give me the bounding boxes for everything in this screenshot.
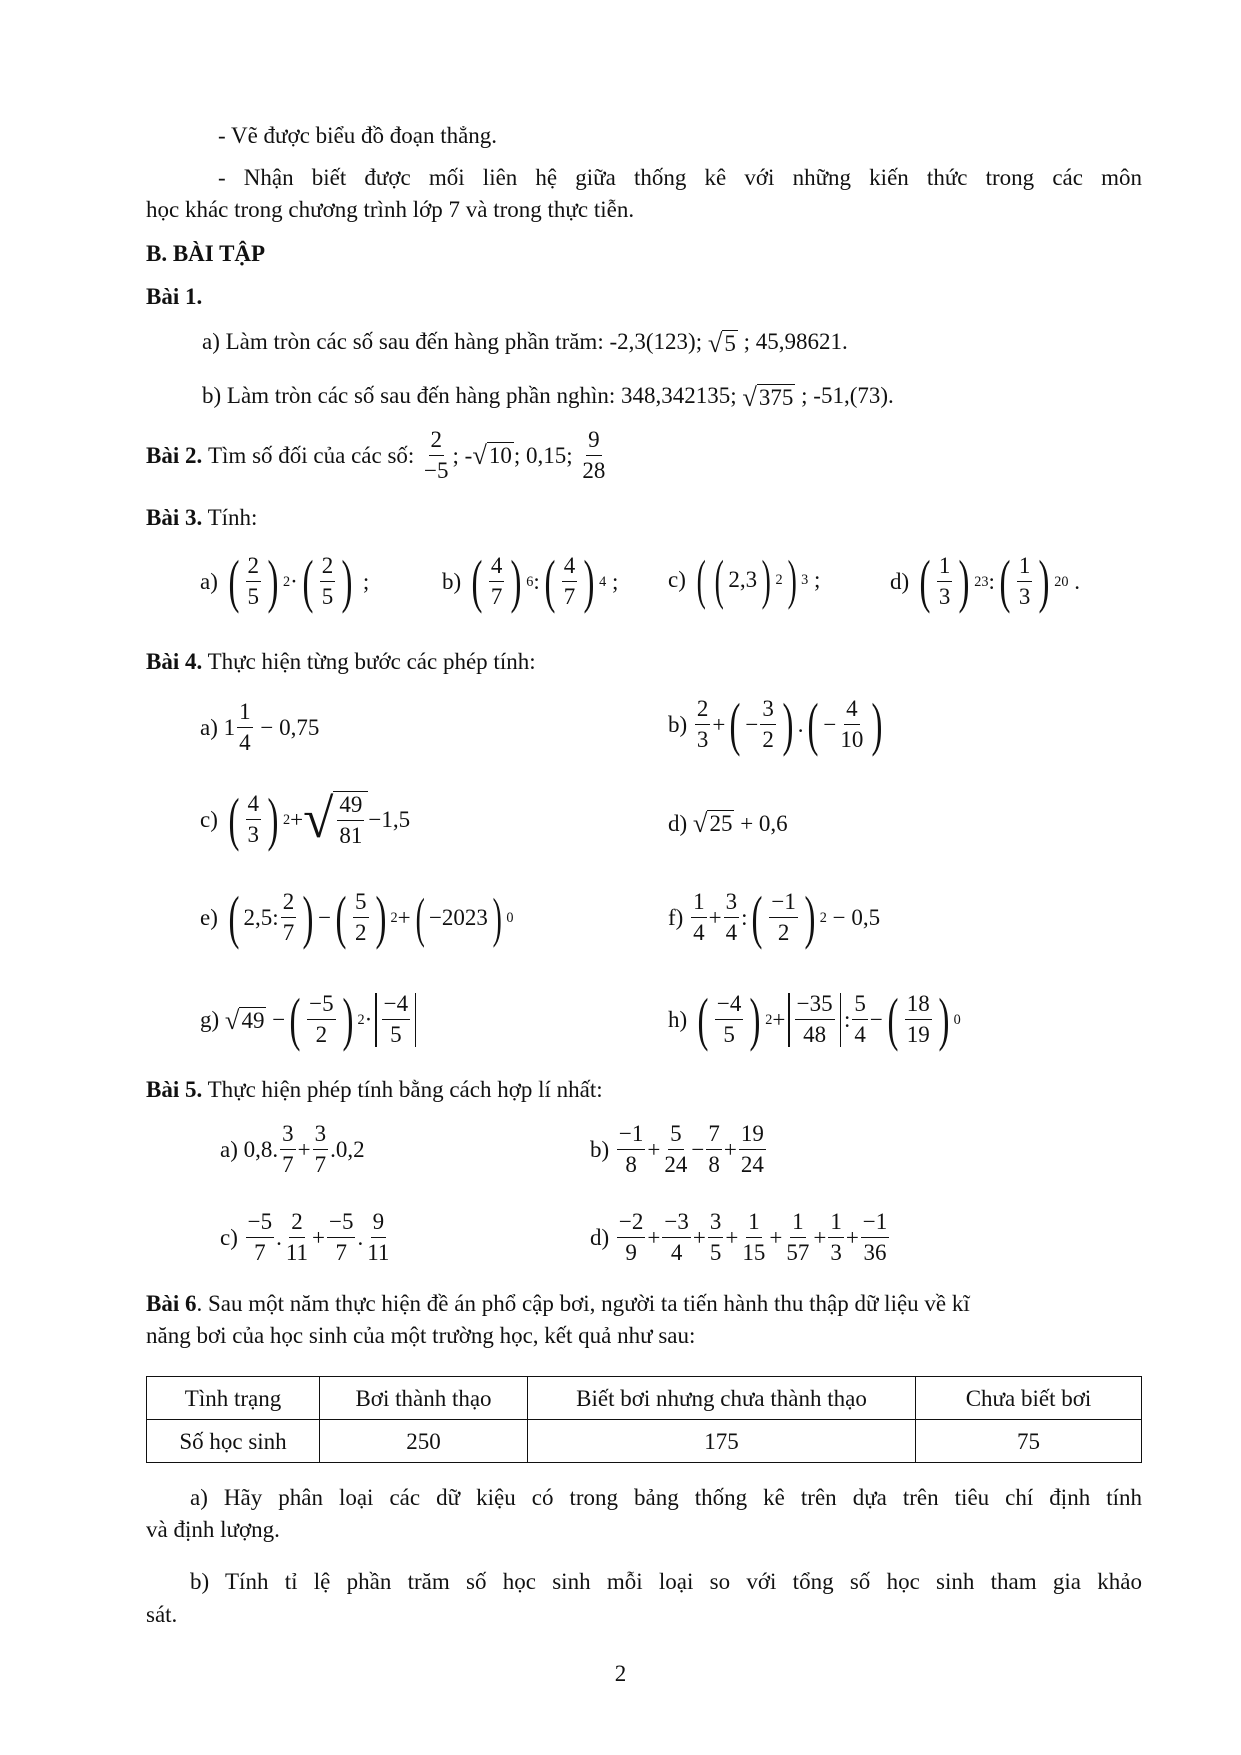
bai1-b: b) Làm tròn các số sau đến hàng phần nghìn: 348,342135; √ 375 ; -51,(73).: [202, 382, 894, 413]
bai3-b: b) ( $\frac{4}{7}$ ) 6 : ( $\frac{4}{7}$ ) 4 ;: [442, 548, 619, 614]
section-heading: B. BÀI TẬP: [146, 241, 266, 266]
bai3-d: d) ( $\frac{1}{3}$ ) 23 : ( $\frac{1}{3}$ ) 20 .: [890, 548, 1080, 614]
bai6-b-line-1: b) Tính tỉ lệ phần trăm số học sinh mỗi loại so với tổng số học sinh tham gia khảo: [190, 1569, 1142, 1594]
page-number: 2: [614, 1661, 627, 1686]
intro-line-2a: - Nhận biết được mối liên hệ giữa thống kê với những kiến thức trong các môn: [218, 165, 1142, 190]
bai4-d: d) √ 25 + 0,6: [668, 808, 788, 838]
bai6-a-line-2: và định lượng.: [146, 1517, 280, 1542]
bai4-f: f) $\frac{1}{4}$ + $\frac{3}{4}$ : ( $\frac{-1}{2}$ ) 2 − 0,5: [668, 884, 881, 950]
bai5-c: c) $\frac{-5}{7}$ . $\frac{2}{11}$ + $\frac{-5}{7}$ . $\frac{9}{11}$: [220, 1209, 390, 1266]
bai4-c: c) ( $\frac{4}{3}$ ) 2 + √ $\frac{49}{81}$ −1,5: [200, 786, 411, 852]
table-header-row: [147, 1377, 1142, 1420]
bai5-d: d) $\frac{-2}{9}$ + $\frac{-3}{4}$ + $\frac{3}{5}$ + $\frac{1}{15}$ + $\frac{1}{57}$ + $\frac{1}{3}$ + $\frac{-1}{36}$: [590, 1209, 888, 1266]
intro-line-2b: học khác trong chương trình lớp 7 và trong thực tiễn.: [146, 197, 635, 222]
swimming-stats-table: [146, 1376, 1142, 1463]
bai4-title: Bài 4. Thực hiện từng bước các phép tính:: [146, 649, 536, 674]
bai4-b: b) $\frac{2}{3}$ + ( − $\frac{3}{2}$ ) . ( − $\frac{4}{10}$ ): [668, 691, 883, 757]
bai6-b-line-2: sát.: [146, 1602, 178, 1627]
bai6-line-1: Bài 6. Sau một năm thực hiện đề án phổ cập bơi, người ta tiến hành thu thập dữ liệu về kĩ: [146, 1291, 970, 1316]
bai4-e: e) ( 2,5: $\frac{2}{7}$ ) − ( $\frac{5}{2}$ ) 2 + ( −2023 ) 0: [200, 884, 514, 950]
bai4-h: h) ( $\frac{-4}{5}$ ) 2 + $\frac{-35}{48}$ : $\frac{5}{4}$ − ( $\frac{18}{19}$ ) 0: [668, 986, 961, 1052]
bai3-c: c) ( ( 2,3 ) 2 ) 3 ;: [668, 549, 821, 610]
table-cell: 250: [320, 1420, 528, 1463]
bai1-title: Bài 1.: [146, 284, 203, 309]
intro-line-1: - Vẽ được biểu đồ đoạn thẳng.: [218, 123, 498, 148]
bai1-a: a) Làm tròn các số sau đến hàng phần trăm: -2,3(123); √ 5 ; 45,98621.: [202, 328, 848, 359]
bai4-a: a) 1 $\frac{1}{4}$ − 0,75: [200, 699, 320, 756]
bai3-title: Bài 3. Tính:: [146, 505, 258, 530]
bai3-a: a) ( $\frac{2}{5}$ ) 2 · ( $\frac{2}{5}$ ) ;: [200, 548, 370, 614]
bai5-a: a) 0,8. $\frac{3}{7}$ + $\frac{3}{7}$ .0,2: [220, 1121, 365, 1178]
table-row: [147, 1420, 1142, 1463]
table-cell: 75: [916, 1420, 1142, 1463]
table-cell: Số học sinh: [147, 1420, 320, 1463]
sqrt-5: √ 5: [707, 328, 736, 359]
table-cell: Chưa biết bơi: [916, 1377, 1142, 1420]
bai5-title: Bài 5. Thực hiện phép tính bằng cách hợp lí nhất:: [146, 1077, 603, 1102]
table-cell: 175: [528, 1420, 916, 1463]
bai6-a-line-1: a) Hãy phân loại các dữ kiệu có trong bảng thống kê trên dựa trên tiêu chí định tính: [190, 1485, 1142, 1510]
table-cell: Bơi thành thạo: [320, 1377, 528, 1420]
bai4-g: g) √ 49 − ( $\frac{-5}{2}$ ) 2 · $\frac{-4}{5}$: [200, 990, 419, 1050]
table-cell: Biết bơi nhưng chưa thành thạo: [528, 1377, 916, 1420]
bai6-line-2: năng bơi của học sinh của một trường học, kết quả như sau:: [146, 1323, 696, 1348]
table-cell: Tình trạng: [147, 1377, 320, 1420]
bai2: Bài 2. Tìm số đối của các số: $\frac{2}{-5}$ ; - √ 10 ; 0,15; $\frac{9}{28}$: [146, 427, 606, 484]
sqrt-375: √ 375: [742, 382, 794, 413]
bai5-b: b) $\frac{-1}{8}$ + $\frac{5}{24}$ − $\frac{7}{8}$ + $\frac{19}{24}$: [590, 1121, 764, 1178]
